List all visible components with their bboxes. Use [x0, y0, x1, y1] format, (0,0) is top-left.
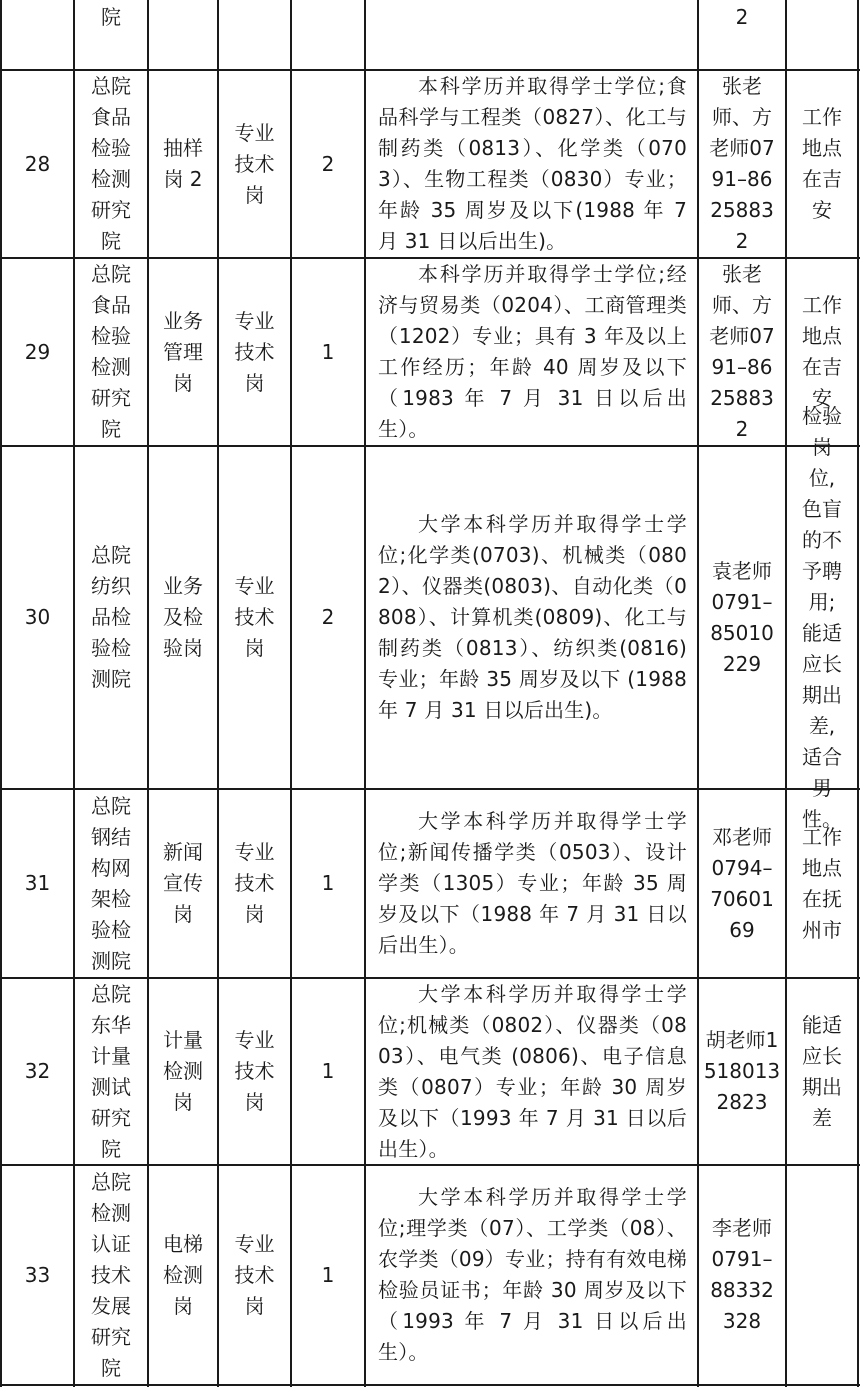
row-33-no: 33 [24, 1262, 51, 1287]
row-28-category: 专业技术岗 [234, 120, 275, 207]
top-unit-fragment: 院 [101, 4, 121, 29]
row-31-contact: 邓老师0794–7060169 [710, 824, 774, 942]
row-31-post: 新闻宣传岗 [163, 840, 203, 926]
row-29-requirements: 本科学历并取得学士学位;经济与贸易类（0204）、工商管理类（1202）专业；具有 3 年及以上工作经历；年龄 40 周岁及以下（1983 年 7 月 31 日以后出生）。 [378, 262, 687, 441]
row-28-note: 工作地点在吉安 [802, 105, 842, 222]
row-30-count: 2 [321, 605, 335, 629]
row-30-category: 专业技术岗 [234, 574, 275, 660]
row-28-requirements: 本科学历并取得学士学位;食品科学与工程类（0827）、化工与制药类（0813）、化学类（0703）、生物工程类（0830）专业；年龄 35 周岁及以下(1988 年 7 月 31 日以后出生)。 [378, 74, 687, 253]
row-33-contact: 李老师0791–88332328 [710, 1216, 774, 1333]
table-right-border [857, 0, 859, 1387]
row-33-unit: 总院检测认证技术发展研究院 [91, 1169, 131, 1380]
row-31-no: 31 [24, 871, 51, 895]
row-32-note: 能适应长期出差 [802, 1012, 842, 1130]
row-33-note [787, 1166, 857, 1384]
table-bottom-border [0, 1384, 860, 1386]
row-28-post: 抽样岗 2 [163, 136, 203, 191]
row-32-post: 计量检测岗 [163, 1028, 203, 1114]
row-30-no: 30 [24, 605, 51, 629]
row-30-note: 检验岗位,色盲的不予聘用;能适应长期出差,适合男性。 [802, 403, 842, 831]
row-31-note: 工作地点在抚州市 [802, 824, 842, 942]
row-29-count: 1 [321, 339, 335, 364]
row-32-no: 32 [24, 1059, 51, 1083]
row-29-post: 业务管理岗 [163, 308, 203, 395]
row-33-count: 1 [321, 1262, 335, 1287]
row-31-category: 专业技术岗 [234, 840, 275, 926]
row-29-note: 工作地点在吉安 [802, 293, 842, 410]
row-30-unit: 总院纺织品检验检测院 [91, 543, 131, 691]
row-33-post: 电梯检测岗 [163, 1231, 203, 1318]
row-30-post: 业务及检验岗 [163, 574, 203, 660]
row-29-contact: 张老师、方老师0791–86258832 [709, 262, 775, 441]
row-29-category: 专业技术岗 [234, 308, 275, 395]
row-28-contact: 张老师、方老师0791–86258832 [709, 74, 775, 253]
row-28-no: 28 [24, 151, 51, 176]
row-32-requirements: 大学本科学历并取得学士学位;机械类（0802）、仪器类（0803）、电气类 (0806)、电子信息类（0807）专业；年龄 30 周岁及以下（1993 年 7 月 31 日以后出生）。 [378, 981, 687, 1161]
row-32-contact: 胡老师15180132823 [703, 1028, 781, 1114]
row-29-unit: 总院食品检验检测研究院 [91, 262, 131, 441]
row-29-no: 29 [24, 339, 51, 364]
row-31-count: 1 [321, 871, 335, 895]
row-32-category: 专业技术岗 [234, 1028, 275, 1114]
row-28-count: 2 [321, 151, 335, 176]
row-33-category: 专业技术岗 [234, 1231, 275, 1318]
row-31-requirements: 大学本科学历并取得学士学位;新闻传播学类（0503）、设计学类（1305）专业；年龄 35 周岁及以下（1988 年 7 月 31 日以后出生）。 [378, 809, 687, 957]
row-30-requirements: 大学本科学历并取得学士学位;化学类(0703)、机械类（0802）、仪器类(0803)、自动化类（0808）、计算机类(0809)、化工与制药类（0813）、纺织类(0816)专业；年龄 35 周岁及以下 (1988 年 7 月 31 日以后出生)。 [378, 512, 687, 722]
top-contact-fragment: 2 [735, 4, 749, 29]
row-30-contact: 袁老师0791–85010229 [710, 558, 774, 676]
row-33-requirements: 大学本科学历并取得学士学位;理学类（07）、工学类（08）、农学类（09）专业；持有有效电梯检验员证书；年龄 30 周岁及以下（1993 年 7 月 31 日以后出生）。 [378, 1185, 687, 1364]
row-28-unit: 总院食品检验检测研究院 [91, 74, 131, 253]
row-32-unit: 总院东华计量测试研究院 [91, 981, 131, 1161]
row-32-count: 1 [321, 1059, 335, 1083]
row-31-unit: 总院钢结构网架检验检测院 [91, 793, 131, 973]
